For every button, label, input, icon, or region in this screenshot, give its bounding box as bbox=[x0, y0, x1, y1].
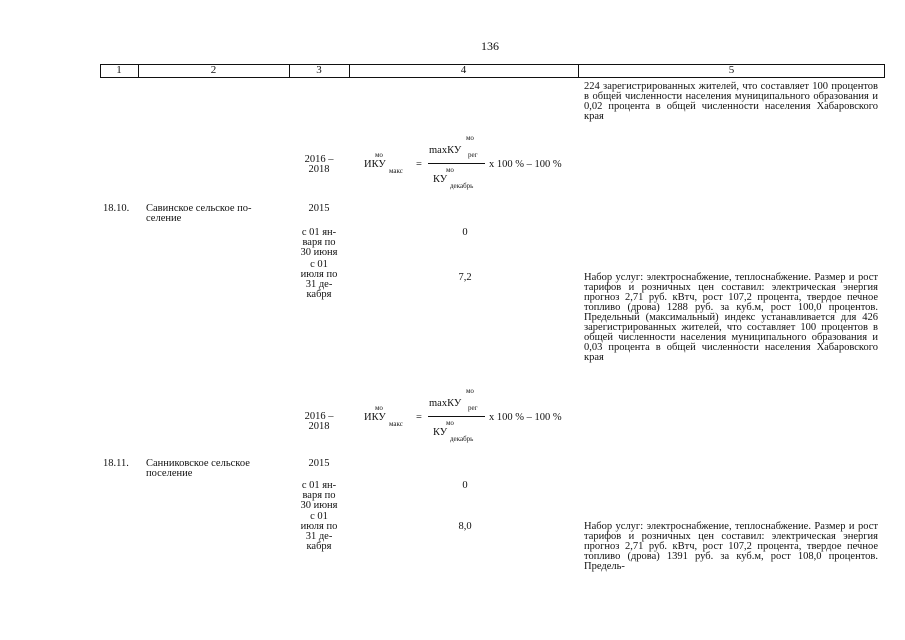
row-number-18-10: 18.10. bbox=[103, 203, 130, 214]
formula-prefix-superscript: мо bbox=[375, 404, 383, 412]
formula-denominator: КУ bbox=[433, 174, 448, 185]
formula-prefix-subscript: макс bbox=[389, 420, 403, 428]
header-col-2: 2 bbox=[210, 64, 217, 76]
formula-numerator-subscript: рег bbox=[468, 151, 478, 159]
value-first-half: 0 bbox=[462, 227, 468, 238]
value-second-half: 8,0 bbox=[458, 521, 472, 532]
formula-tail: x 100 % – 100 % bbox=[489, 412, 562, 423]
header-col-1: 1 bbox=[116, 64, 122, 76]
year-2015: 2015 bbox=[308, 458, 330, 469]
formula-prefix: ИКУ bbox=[364, 412, 386, 423]
formula-prefix-subscript: макс bbox=[389, 167, 403, 175]
period-second-half: с 01 июля по 31 де- кабря bbox=[300, 511, 338, 552]
value-first-half: 0 bbox=[462, 480, 468, 491]
formula-numerator-superscript: мо bbox=[466, 134, 474, 142]
municipality-sannikovskoe: Санниковское сельское поселение bbox=[146, 458, 250, 479]
row-number-18-11: 18.11. bbox=[103, 458, 129, 469]
period-first-half: с 01 ян- варя по 30 июня bbox=[300, 227, 338, 258]
description-sannikovskoe: Набор услуг: электроснабжение, теплоснабжение. Размер и рост тарифов и розничных цен составил: электрическая энергия прогноз 2,71 руб. кВтч, рост 107,2 процента, твердое печное топливо (дрова) 1391 руб. за куб.м, рост 108,0 процентов. Предель- bbox=[584, 521, 878, 572]
year-2015: 2015 bbox=[308, 203, 330, 214]
formula-numerator-superscript: мо bbox=[466, 387, 474, 395]
formula-numerator-subscript: рег bbox=[468, 404, 478, 412]
formula-equals: = bbox=[416, 159, 422, 170]
value-second-half: 7,2 bbox=[458, 272, 472, 283]
fraction-bar bbox=[428, 163, 485, 164]
period-2016-2018: 2016 – 2018 bbox=[304, 411, 334, 432]
period-first-half: с 01 ян- варя по 30 июня bbox=[300, 480, 338, 511]
formula-numerator: maxКУ bbox=[429, 398, 462, 409]
formula-tail: x 100 % – 100 % bbox=[489, 159, 562, 170]
header-col-4: 4 bbox=[460, 64, 467, 76]
formula-denominator-superscript: мо bbox=[446, 419, 454, 427]
formula-equals: = bbox=[416, 412, 422, 423]
municipality-savinskoe: Савинское сельское по- селение bbox=[146, 203, 252, 224]
formula-denominator-subscript: декабрь bbox=[450, 435, 474, 443]
fraction-bar bbox=[428, 416, 485, 417]
period-second-half: с 01 июля по 31 де- кабря bbox=[300, 259, 338, 300]
continuation-description: 224 зарегистрированных жителей, что составляет 100 процентов в общей численности населения муниципального образования и 0,02 процента в общей численности населения Хабаровского края bbox=[584, 81, 878, 122]
description-savinskoe: Набор услуг: электроснабжение, теплоснабжение. Размер и рост тарифов и розничных цен составил: электрическая энергия прогноз 2,71 руб. кВтч, рост 107,2 процента, твердое печное топливо (дрова) 1288 руб. за куб.м, рост 100,0 процентов. Предельный (максимальный) индекс устанавливается для 426 зарегистрированных жителей, что составляет 100 процентов в общей численности населения муниципального образования и 0,03 процента в общей численности населения Хабаровского края bbox=[584, 272, 878, 363]
formula-numerator: maxКУ bbox=[429, 145, 462, 156]
formula-prefix: ИКУ bbox=[364, 159, 386, 170]
period-2016-2018: 2016 – 2018 bbox=[304, 154, 334, 175]
header-col-5: 5 bbox=[728, 64, 735, 76]
header-col-3: 3 bbox=[316, 64, 322, 76]
formula-denominator: КУ bbox=[433, 427, 448, 438]
formula-denominator-superscript: мо bbox=[446, 166, 454, 174]
formula-denominator-subscript: декабрь bbox=[450, 182, 474, 190]
formula-prefix-superscript: мо bbox=[375, 151, 383, 159]
page-number: 136 bbox=[481, 39, 499, 53]
